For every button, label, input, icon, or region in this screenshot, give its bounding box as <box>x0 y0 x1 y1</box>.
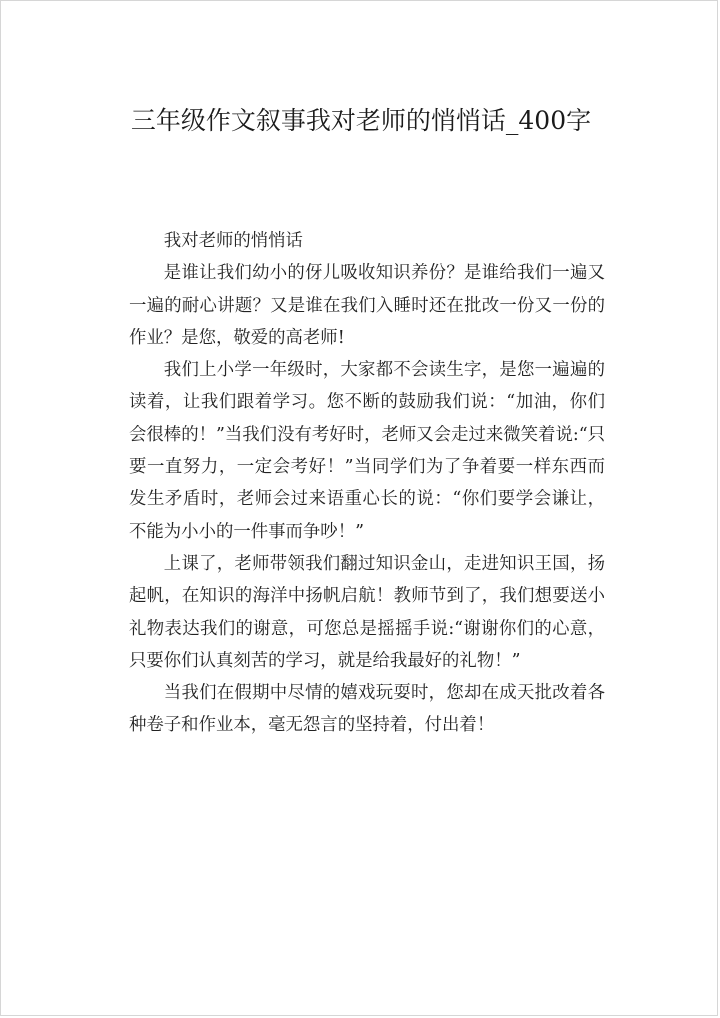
paragraph-1: 是谁让我们幼小的伢儿吸收知识养份？是谁给我们一遍又一遍的耐心讲题？又是谁在我们入睡时还在批改一份又一份的作业？是您，敬爱的高老师! <box>129 263 605 348</box>
paragraph-2: 我们上小学一年级时，大家都不会读生字，是您一遍遍的读着，让我们跟着学习。您不断的鼓励我们说：“加油，你们会很棒的！”当我们没有考好时，老师又会走过来微笑着说:“只要一直努力，一定会考好！”当同学们为了争着要一样东西而发生矛盾时，老师会过来语重心长的说：“你们要学会谦让，不能为小小的一件事而争吵！” <box>129 360 605 542</box>
document-body <box>129 225 605 742</box>
paragraph-3: 上课了，老师带领我们翻过知识金山，走进知识王国，扬起帆，在知识的海洋中扬帆启航！教师节到了，我们想要送小礼物表达我们的谢意，可您总是摇摇手说:“谢谢你们的心意，只要你们认真刻苦的学习，就是给我最好的礼物！” <box>129 553 605 671</box>
paragraph-subtitle: 我对老师的悄悄话 <box>163 231 303 251</box>
paragraph-4: 当我们在假期中尽情的嬉戏玩耍时，您却在成天批改着各种卷子和作业本，毫无怨言的坚持着，付出着！ <box>129 683 605 736</box>
document-title: 三年级作文叙事我对老师的悄悄话_400字 <box>130 106 592 135</box>
